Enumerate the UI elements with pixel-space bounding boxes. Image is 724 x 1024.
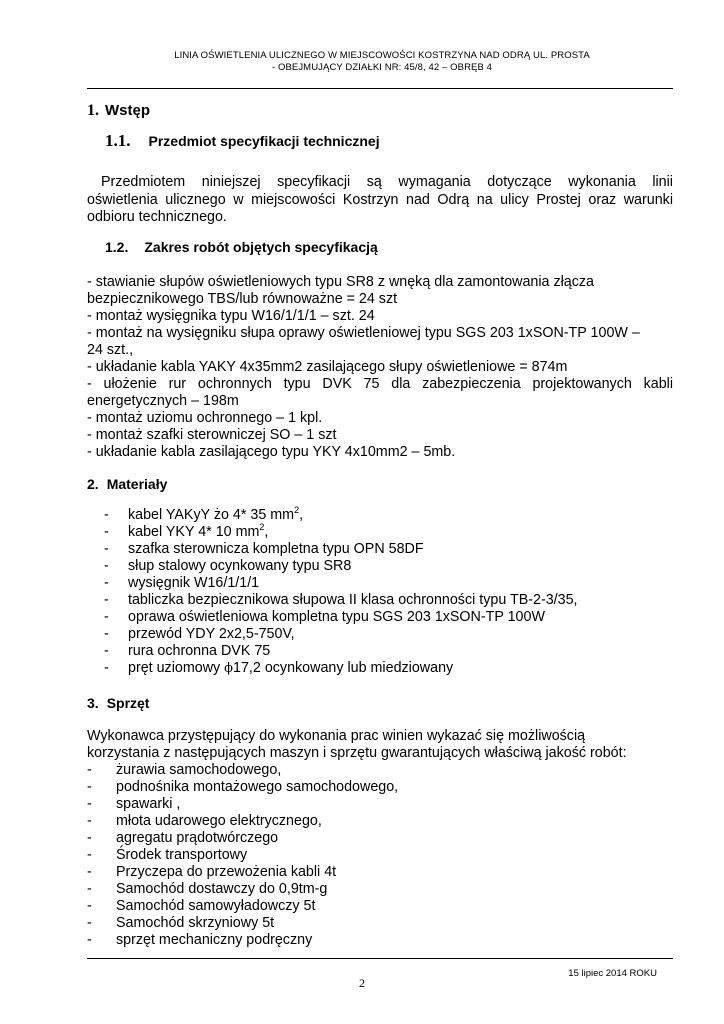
list-bullet: - <box>87 898 92 914</box>
text-line: Wykonawca przystępujący do wykonania prac winien wykazać się możliwością <box>87 728 586 744</box>
text-line: Przedmiotem niniejszej specyfikacji są wymagania dotyczące wykonania linii <box>101 174 673 190</box>
scope-line: bezpiecznikowego TBS/lub równoważne = 24 szt <box>87 291 398 307</box>
list-bullet: - <box>87 796 92 812</box>
scope-line: - montaż na wysięgniku słupa oprawy oświetleniowej typu SGS 203 1xSON-TP 100W – <box>87 325 640 341</box>
list-bullet: - <box>104 626 109 642</box>
section-number: 3. <box>87 695 99 711</box>
page-header <box>87 50 677 74</box>
scope-line: - stawianie słupów oświetleniowych typu SR8 z wnęką dla zamontowania złącza <box>87 274 594 290</box>
list-item: - Samochód skrzyniowy 5t <box>87 915 275 931</box>
header-rule <box>87 88 673 89</box>
list-bullet: - <box>87 864 92 880</box>
list-item: - rura ochronna DVK 75 <box>104 643 271 659</box>
section-1-2-heading <box>105 238 378 256</box>
list-bullet: - <box>104 524 109 540</box>
scope-line: - montaż uziomu ochronnego – 1 kpl. <box>87 410 323 426</box>
list-bullet: - <box>87 830 92 846</box>
list-item: - sprzęt mechaniczny podręczny <box>87 932 313 948</box>
equipment-list <box>87 762 398 949</box>
list-item: - Samochód samowyładowczy 5t <box>87 898 316 914</box>
list-item: - kabel YAKyY żo 4* 35 $mm^2$, <box>104 505 304 523</box>
list-item: - Samochód dostawczy do 0,9tm-g <box>87 881 328 897</box>
text-line: korzystania z następujących maszyn i sprzętu gwarantujących właściwą jakość robót: <box>87 745 627 761</box>
phi-symbol: ϕ <box>224 661 234 676</box>
scope-line: - układanie kabla YAKY 4x35mm2 zasilającego słupy oświetleniowe = 874m <box>87 359 568 375</box>
list-bullet: - <box>104 643 109 659</box>
scope-line: - układanie kabla zasilającego typu YKY 4x10mm2 – 5mb. <box>87 444 456 460</box>
scope-line: - montaż szafki sterowniczej SO – 1 szt <box>87 427 337 443</box>
list-item: - żurawia samochodowego, <box>87 762 282 778</box>
list-bullet: - <box>87 779 92 795</box>
section-2-heading <box>87 475 167 493</box>
footer-rule <box>87 958 673 959</box>
list-bullet: - <box>87 932 92 948</box>
list-bullet: - <box>104 558 109 574</box>
intro-paragraph <box>87 174 673 227</box>
text-line: odbioru technicznego. <box>87 209 227 225</box>
section-title: Wstęp <box>105 102 150 119</box>
scope-list <box>87 274 673 461</box>
section-number: 2. <box>87 476 99 492</box>
scope-line: - montaż wysięgnika typu W16/1/1/1 – szt. 24 <box>87 308 375 324</box>
list-item: - spawarki , <box>87 796 181 812</box>
list-item: - Środek transportowy <box>87 847 248 863</box>
list-bullet: - <box>87 813 92 829</box>
list-item: - młota udarowego elektrycznego, <box>87 813 322 829</box>
scope-line: - ułożenie rur ochronnych typu DVK 75 dla zabezpieczenia projektowanych kabli <box>87 376 673 392</box>
text-line: oświetlenia ulicznego w miejscowości Kostrzyn nad Odrą na ulicy Prostej oraz warunki <box>87 191 673 208</box>
list-item: - tabliczka bezpiecznikowa słupowa II klasa ochronności typu TB-2-3/35, <box>104 592 578 608</box>
list-bullet: - <box>104 507 109 523</box>
section-title: Materiały <box>106 476 168 492</box>
list-bullet: - <box>87 915 92 931</box>
list-bullet: - <box>87 847 92 863</box>
section-number: 1.1. <box>105 131 131 150</box>
section-number: 1.2. <box>105 239 129 255</box>
materials-list <box>104 507 578 677</box>
section-1-heading <box>87 102 150 120</box>
equipment-intro <box>87 728 673 762</box>
header-line-1: LINIA OŚWIETLENIA ULICZNEGO W MIEJSCOWOŚCI KOSTRZYNA NAD ODRĄ UL. PROSTA <box>174 50 590 61</box>
list-item: - oprawa oświetleniowa kompletna typu SGS 203 1xSON-TP 100W <box>104 609 545 625</box>
list-bullet: - <box>104 541 109 557</box>
list-item: - pręt uziomowy ϕ17,2 ocynkowany lub miedziowany <box>104 660 454 676</box>
section-title: Zakres robót objętych specyfikacją <box>144 239 378 255</box>
list-bullet: - <box>87 881 92 897</box>
list-item: - przewód YDY 2x2,5-750V, <box>104 626 295 642</box>
header-line-2: - OBEJMUJĄCY DZIAŁKI NR: 45/8, 42 – OBRĘB 4 <box>271 62 493 73</box>
list-item: - podnośnika montażowego samochodowego, <box>87 779 399 795</box>
list-bullet: - <box>104 660 109 676</box>
section-3-heading <box>87 694 149 712</box>
list-bullet: - <box>104 592 109 608</box>
list-item: - agregatu prądotwórczego <box>87 830 279 846</box>
page-number: 2 <box>359 976 365 990</box>
scope-line: 24 szt., <box>87 342 134 358</box>
list-item: - szafka sterownicza kompletna typu OPN 58DF <box>104 541 424 557</box>
list-item: - kabel YKY 4* 10 $mm^2$, <box>104 522 269 540</box>
footer-date: 15 lipiec 2014 ROKU <box>568 968 657 979</box>
section-title: Przedmiot specyfikacji technicznej <box>148 133 380 149</box>
list-bullet: - <box>104 575 109 591</box>
list-item: - słup stalowy ocynkowany typu SR8 <box>104 558 352 574</box>
scope-line: energetycznych – 198m <box>87 393 239 409</box>
list-bullet: - <box>104 609 109 625</box>
list-item: - Przyczepa do przewożenia kabli 4t <box>87 864 337 880</box>
section-number: 1. <box>87 102 99 119</box>
section-1-1-heading <box>105 132 380 150</box>
section-title: Sprzęt <box>106 695 150 711</box>
list-bullet: - <box>87 762 92 778</box>
list-item: - wysięgnik W16/1/1/1 <box>104 575 260 591</box>
